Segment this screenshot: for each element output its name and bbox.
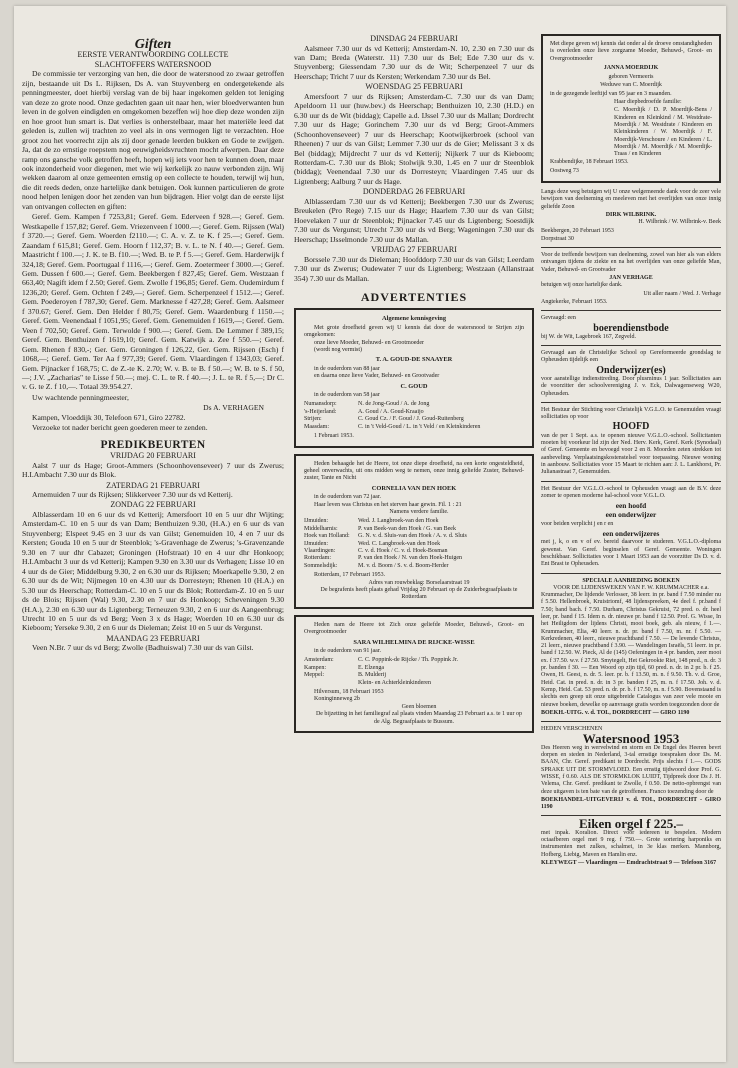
day-heading: VRIJDAG 27 FEBRUARI <box>371 245 457 255</box>
ad-text: HEDEN VERSCHENEN <box>541 726 603 733</box>
family-place: Sommelsdijk: <box>304 562 338 569</box>
newspaper-page <box>14 6 726 1062</box>
day-heading: MAANDAG 23 FEBRUARI <box>106 633 200 643</box>
family-list <box>304 401 524 431</box>
ad-text: Het Bestuur der V.G.L.O.-school te Opheusden vraagt aan de B.V. deze zomer te openen moderne hal-school voor V.G.L.O. <box>541 485 721 499</box>
day-heading: VRIJDAG 20 FEBRUARI <box>110 451 196 461</box>
predikbeurten-title: PREDIKBEURTEN <box>100 438 206 451</box>
family-place: Hoek van Holland: <box>304 533 350 540</box>
family-place: Numansdorp: <box>304 401 337 408</box>
notice-intro: Heden behaagde het de Heere, tot onze diepe droefheid, na een korte ongesteldheid, geheel onverwachts, uit ons midden weg te nemen, onze innig geliefde Zuster, Behuwd-zuster, Tante en Nicht <box>304 460 524 482</box>
family-names: C. C. Poppink-de Rijcke / Th. Poppink Jr. <box>358 657 459 664</box>
family-names: Klein- en Achterkleinkinderen <box>358 679 431 686</box>
notice-family: Haar diepbedroefde familie: <box>614 99 682 106</box>
notice-title: Algemene kennisgeving <box>381 315 447 323</box>
family-place: Strijen: <box>304 416 322 423</box>
ad-text: Het Bestuur der Stichting voor Christelijk V.G.L.O. te Genemuiden vraagt sollicitaties op voor <box>541 406 721 421</box>
day-text: Alblasserdam 7.30 uur ds vd Ketterij; Beekbergen 7.30 uur ds Zwerus; Breukelen (Pro Rege) 7.15 uur ds Hage; Haarlem 7.30 uur ds van Gilst; Hoevelaken 7 uur dr Steenblok; Pijnacker 7.45 uur ds Ligtenberg; Soestdijk 7.30 uur ds Vergunst; Utrecht 7.30 uur ds vd Berg; Wageningen 7.30 uur ds Heerschap; IJsselmonde 7.30 uur ds Mallan. <box>294 196 534 244</box>
ad-headline: Eiken orgel f 225.– <box>579 816 683 832</box>
day-heading: WOENSDAG 25 FEBRUARI <box>365 82 463 92</box>
death-notice-van-den-hoek <box>294 454 534 609</box>
notice-text: Haar leven was Christus en het sterven haar gewin. Fil. 1 : 21 <box>314 501 462 508</box>
ad-signature: H. Wilbrink / W. Wilbrink-v. Beek <box>638 219 721 226</box>
ad-footer: BOEKH.-UITG. v. d. TOL, DORDRECHT — GIRO 1190 <box>541 709 690 716</box>
family-names: C. Goud Cz. / F. Goud / J. Goud-Ruitenberg <box>358 416 464 423</box>
column-ads <box>541 34 721 871</box>
family-names: E. Elzenga <box>358 664 384 671</box>
family-place: IJmuiden: <box>304 540 328 547</box>
family-names: P. van den Hoek / N. van den Hoek-Huigen <box>358 555 462 562</box>
notice-burial: De bijzetting in het familiegraf zal plaats vinden Maandag 23 Februari a.s. te 1 uur op de Alg. Begraafplaats te Bussum. <box>315 711 523 725</box>
notice-date: 1 Februari 1953. <box>314 433 354 440</box>
notice-line: en daarna onze lieve Vader, Behuwd- en Grootvader <box>314 373 440 380</box>
ad-headline: HOOFD <box>612 421 650 433</box>
death-notice-moerdijk <box>541 34 721 183</box>
ad-name: JAN VERHAGE <box>609 275 653 282</box>
ad-text: met j, k, o en v of ev. bereid daarvoor te studeren. V.G.L.O.-diploma gewenst. Van Geref. beginselen of Geref. Gemeente. Woningen beschikbaar. Sollicitaties voor 1 Maart 1953 aan de voorzitter Ds D. v. d. Ent Brast te Opheusden. <box>541 539 721 568</box>
ad-date: Angtekerke, Februari 1953. <box>541 298 608 305</box>
ad-text: voor aanstellige indiensttreding. Door plusminus 1 jaar. Sollicitaties aan de voorzitter der schoolvereniging J. v. Eck, Dalwagenseweg W20, Opheusden. <box>541 375 721 397</box>
family-names: C. v. d. Hoek / C. v. d. Hoek-Bosman <box>358 547 448 554</box>
day-text: Aalsmeer 7.30 uur ds vd Ketterij; Amsterdam-N. 10, 2.30 en 7.30 uur ds van Dam; Breda (Waterstr. 11) 7.30 uur ds Bel; Ede 7.30 uur ds v. Stuyvenberg; Giessendam 7.30 uur ds de Wit; Scherpenzeel 7 uur ds Heerschap; Tricht 7 uur ds Kersten; Werkendam 7.30 uur ds Bel. <box>294 43 534 81</box>
column-giften <box>22 34 284 654</box>
family-names: B. Mulderij <box>358 672 386 679</box>
ad-subheadline: VOOR DE LIJDENSWEKEN VAN F. W. KRUMMACHER e.a. <box>553 584 709 591</box>
ad-text: bij W. de Wit, Lagebroek 167, Zegveld. <box>541 333 636 340</box>
family-place: IJmuiden: <box>304 518 328 525</box>
day-heading: DINSDAG 24 FEBRUARI <box>370 34 458 43</box>
family-place: Maasdam: <box>304 423 329 430</box>
day-text: Borssele 7.30 uur ds Dieleman; Hoofddorp 7.30 uur ds van Gilst; Leerdam 7.30 uur ds Zwerus; Oudewater 7 uur ds Ligtenberg; Westzaan (Allanstraat 354) 7.30 uur ds Mallan. <box>294 254 534 283</box>
ad-text: betuigen wij onze hartelijke dank. <box>541 282 623 289</box>
column-predikbeurten <box>294 34 534 739</box>
deceased-age: in de ouderdom van 58 jaar <box>314 392 380 399</box>
ad-text: voor beiden verplicht j en r en <box>541 520 614 527</box>
ad-headline: Onderwijzer(es) <box>596 364 666 376</box>
ad-onderwijzer <box>541 350 721 398</box>
family-place: 's-Heijerland: <box>304 408 337 415</box>
deceased-maiden: geboren Vermeeris <box>608 74 654 81</box>
ad-boeken <box>541 578 721 718</box>
day-text: Arnemuiden 7 uur ds Rijksen; Slikkerveer 7.30 uur ds vd Ketterij. <box>32 490 233 500</box>
family-place: Meppel: <box>304 672 324 679</box>
advertenties-title: ADVERTENTIES <box>360 289 468 304</box>
family-names: C. Moerdijk / D. P. Moerdijk-Bens / Kinderen en Kleinkind / M. Westdrate-Moerdijk / M. Westdrate / Kinderen en Kleinkinderen / W. Moerdijk / F. Moerdijk-Verschoure / en Kinderen / L. Moerdijk / M. Moerdijk / M. Moerdijk-Traas / en Kinderen <box>614 107 712 158</box>
ad-text: Krummacher, De lijdende Verlosser, 38 leerr. in pr. band f 7.50 minder nu f 5.50. Hellenbroek, Kruistriomf, 48 lijdenspreeken, 4e deel f. pr.band f 7.50; band bach. f 7.50. Durham, Christus Gekruist, 72 pred. o. dr. heel leer, pr. band f 15. Idem n. dr. nieuwe pr. band f 12.50. Prof. G. Wisse, In het Heiligdom der lijdens Christi, mooi boek, geb. als nieuw, f 1.—. Krummacher, Elia, 40 leerr. n. dr. pr. band f 7.50, m. nr. f 5.50. — Kerkredenen, 40 leerr., nieuwe prachtband f 7.50. — De levende Christus, 21 leerr., nieuwe prachtband f 3.90. — Wandelingen Israëls, 51 leerr. in pr. band f 12.50. W. Pieck, Al de (145) Oefeningen in 4 pr. banden, zeer mooi ex. f 37.50. w.v. f 27.50. Smytegelt, Het Gekrookte Riet, 148 pred., n. dr. 3 pr. banden f 30. — Een Woord op zijn tijd, 60 pred. n. dr. in 2 pr. b. f 25. Owen, H. Geest, n. dr. 5. leer. pr. b. f 13.50, m. n. f 9.50. Th. v. d. Groe, Heid. Cat. in pred. n. dr. in 3 pr. banden f 25, m. n. f 17.50. Joh. v. d. Kemp, Heid. Cat. 53 pred. n. dr. pr. b. f 17.50, m. n. f 5.90. Bovenstaand is slechts een greep uit onze uitgebreide Catalogus van zeer vele mooie en nieuwe boeken, dewelke op aanvraage gratis worden toegezonden door de <box>541 592 721 708</box>
day-text: Aalst 7 uur ds Hage; Groot-Ammers (Schoonhovenseveer) 7 uur ds Zwerus; H.I.Ambacht 7.30 uur ds Blok. <box>22 460 284 480</box>
day-heading: DONDERDAG 26 FEBRUARI <box>362 187 466 197</box>
ad-text: Gevraagd aan de Christelijke School op Gereformeerde grondslag te Opheusden tijdelijk een <box>541 350 721 364</box>
divider <box>541 247 721 248</box>
ad-vglo <box>541 486 721 569</box>
family-place: Amsterdam: <box>304 657 334 664</box>
day-heading: ZATERDAG 21 FEBRUARI <box>106 480 200 490</box>
family-names: P. van Beek-van den Hoek / G. van Beek <box>358 525 456 532</box>
ad-watersnood <box>541 726 721 811</box>
notice-line: onze lieve Moeder, Behuwd- en Grootmoeder <box>314 339 425 346</box>
notice-family: Namens verdere familie. <box>389 508 449 515</box>
giften-closing: Uw wachtende penningmeester, <box>32 392 129 402</box>
family-names: N. de Jong-Goud / A. de Jong <box>358 401 430 408</box>
ad-date: Beekbergen, 20 Februari 1953 <box>541 227 614 234</box>
notice-date: Hilversum, 18 Februari 1953 <box>314 689 384 696</box>
day-text: Amersfoort 7 uur ds Rijksen; Amsterdam-C. 7.30 uur ds van Dam; Apeldoorn 11 uur (huw.bev.) ds Heerschap; Benthuizen 10, 2.30 (H.D.) en 6.30 uur ds de Wit (biddag); Capelle a.d. IJssel 7.30 uur ds Mallan; Dordrecht 7.30 uur ds Hage; Gorinchem 7.30 uur ds vd Berg; Groot-Ammers (Schoonhovenseveer) 7 uur ds Heerschap; Kootwijkerbroek (school van Rheenen) 7 uur ds van Gilst; Lemmer 7.30 uur ds de Gier; Melissant 3 x ds Bel (biddag); Mijdrecht 7 uur ds vd Ketterij; Nijkerk 7 uur ds Kieboom; Rotterdam-C. 7.30 uur ds Blok; Stolwijk 9.30, 1.45 en 7 uur dr Steenblok (biddag); Veenendaal 7.30 uur ds Dorresteyn; Vlaardingen 7.45 uur ds Ligtenberg; Aalburg 7 uur ds Hage. <box>294 91 534 186</box>
ad-orgel <box>541 816 721 867</box>
ad-footer: KLEYWEGT — Vlaardingen — Emdrachtstraat 9 — Telefoon 3167 <box>541 859 717 866</box>
divider <box>541 573 721 574</box>
divider <box>541 310 721 311</box>
family-names: G. N. v. d. Sluis-van den Hoek / A. v. d. Sluis <box>358 533 467 540</box>
notice-intro: Heden nam de Heere tot Zich onze geliefde Moeder, Behuwd-, Groot- en Overgrootmoeder <box>304 621 524 636</box>
ad-headline: boerendienstbode <box>593 322 669 334</box>
family-place: Vlaardingen: <box>304 547 336 554</box>
notice-date: Rotterdam, 17 Februari 1953. <box>314 572 386 579</box>
notice-intro: Met diepe geven wij kennis dat onder al de droeve omstandigheden is overleden onze lieve zorgzame Moeder, Behuwd-, Groot- en Overgrootmoeder <box>550 41 712 62</box>
family-names: C. in 't Veld-Goud / L. in 't Veld / en Kleinkinderen <box>358 423 481 430</box>
deceased-name: T. A. GOUD-DE SNAAYER <box>375 356 453 364</box>
deceased-age: in de ouderdom van 91 jaar. <box>314 648 381 655</box>
family-list <box>304 657 524 687</box>
divider <box>541 721 721 722</box>
ad-headline: Watersnood 1953 <box>582 731 680 747</box>
death-notice-de-rijcke <box>294 615 534 733</box>
giften-signature: Ds A. VERHAGEN <box>203 403 264 413</box>
notice-line: (wordt nog vermist) <box>314 347 362 354</box>
family-place: Middelharnis: <box>304 525 338 532</box>
ad-text: Voor de treffende bewijzen van deelneming, zowel van hier als van elders ontvangen tijdens de ziekte en na het overlijden van onze geliefde Man, Vader, Behuwd- en Grootvader <box>541 252 721 273</box>
notice-address: Adres van rouwbeklag: Borselaarstraat 19 <box>368 579 470 586</box>
collecte-heading: EERSTE VERANTWOORDING COLLECTE <box>77 50 229 60</box>
ad-headline: een onderwijzer <box>605 510 657 520</box>
giften-title: Giften <box>134 37 172 52</box>
divider <box>541 402 721 403</box>
notice-intro: Met grote droefheid geven wij U kennis dat door de watersnood te Strijen zijn omgekomen: <box>304 324 524 339</box>
deceased-age: in de ouderdom van 72 jaar. <box>314 494 381 501</box>
giften-list: Geref. Gem. Kampen f 7253,81; Geref. Gem. Ederveen f 928.—; Geref. Gem. Westkapelle f 157,82; Geref. Gem. Vriezenveen f 1000.—; Geref. Gem. Rijssen (Wal) f 3720.—; Geref. Gem. Woerden f2110.—; C. A. v. Z. te K. f 25.—; Geref. Gem. Zaandam f 615,81; Geref. Gem. Hoorn f 112,37; B. v. L. te N. f 40.—; Geref. Gem. Maastricht f 100.—; J. K. te B. f10.—; Wed. B. te P. f 5.—; Geref. Gem. Harderwijk f 324,18; Geref. Gem. Poortugaal f 1116,—; Geref. Gem. Zoetermeer f 3000.—; Geref. Gem. Dussen f 600.—; Geref. Gem. Beekbergen f 827,45; Geref. Gem. Westzaan f 663,40; Nagift idem f 2.50; Geref. Gem. Zwolle f 196,85; Geref. Gem. Oudemirdum f 1236,20; Geref. Gem. Ochten f 249,—; Geref. Gem. Scherpenzeel f 1512.—; Geref. Gem. Poederoyen f 787,30; Geref. Gem. Marknesse f 427,28; Geref. Gem. Aalsmeer f 370.67; Geref. Gem. Den Helder f 80,75; Geref. Gem. Waardenburg f 1150.—; Geref. Gem. Veenendaal f 1051,95; Geref. Gem. Genemuiden f 1619,—; Geref. Gem. Veen f 702,50; Geref. Gem. Terwolde f 900.—; Geref. Gem. De Lemmer f 389,15; Geref. Gem. Benthuizen f 1619,10; Geref. Gem. Katwijk a. Zee f 550.—; Geref. Gem. Rhenen f 830,-; Ger. Gem. Groningen f 126,22, Ger. Gem. Rijssen (Esch) f 1068,—; Geref. Gem. Ter Aa f 977,39; Geref. Gem. Vlaardingen f 1343,03; Geref. Gem. Pijnacker f 168,75; C. de Z.-te K. 2.70; W. v. B. te B. f 50.—; W. B. te S. f 50,—; J.V. „Zacharias" te Lisse f 50.—; mej. C. L. te R. f 40.—; J. L. te R. f 5,—; Dr C. v. G. te Z. f 10,—. Totaal 39.954.27. <box>22 212 284 392</box>
thanks-wilbrink <box>541 189 721 243</box>
ad-text: met inpak. Koralion. Direct voor iedereen te bespelen. Modern octaafberen orgel met 9 reg. f 750.—. Grote sortering harponiks en instrumenten met zulkes, schalmei, in 3e klas merken. Mannborg, Hofberg, Liebig, Maven en Hamlin enz. <box>541 829 721 858</box>
deceased-age: in de ouderdom van 88 jaar <box>314 365 380 372</box>
divider <box>541 481 721 482</box>
ad-address: Dorpstraat 30 <box>541 235 574 242</box>
family-names: Wed. J. Langbroek-van den Hoek <box>358 518 439 525</box>
ad-headline: een hoofd <box>615 501 647 511</box>
family-names: M. v. d. Boom / S. v. d. Boom-Herder <box>358 562 449 569</box>
notice-burial: De begrafenis heeft plaats gehad Vrijdag 20 Februari op de Zuiderbegraafplaats te Rotterdam <box>320 587 518 601</box>
day-heading: ZONDAG 22 FEBRUARI <box>110 500 196 510</box>
notice-address: Oostweg 73 <box>550 167 579 174</box>
giften-note: Verzoeke tot nader bericht geen goederen meer te zenden. <box>32 423 208 433</box>
notice-date: Krabbendijke, 18 Februari 1953. <box>550 159 629 166</box>
ad-name: DIRK WILBRINK. <box>605 211 657 218</box>
ad-dienstbode <box>541 315 721 341</box>
giften-intro: De commissie ter verzorging van hen, die door de watersnood zo zwaar getroffen zijn, bestaande uit Ds L. Rijksen, Ds A. van Stuyvenberg en ondergetekende als penningmeester, doet hierbij verslag van de bij haar ingekomen gelden tot leniging van deze zo grote nood. Onze gedachten gaan uit naar hen, wier bloedverwanten hun leven in de golven eindigden en omgekomen bezeffen wij hoe diep deze wonden zijn en hoe groot hun smart is. Dat verlies is onherstelbaar, maar het materiële leed dat geleden is, zullen wij trachten zo veel als in ons vermogen ligt te verzachten. Hoe groot zou het voorrecht zijn als zij door genade leerden bukken en Gode te zwijgen. Ja, dat de zo ernstige roepstem nog eeuwigheidsvruchten mocht afwerpen. Daar deze ramp ons gansche volk getroffen heeft, hopen wij iets voor hen te kunnen doen, maar ook inzonderheid voor diegenen, met wie wij kerkelijk zo nauw verbonden zijn. Wij wekken daarom al onze gemeenten ernstig op een collecte te houden, terwijl wij hun, die dit reeds deden, onze hartelijke dank betuigen. Ook kunnen particulieren de grote nood helpen lenigen door het zenden van hun bijdragen. Hier volgt dan de eerste lijst van ontvangen collecten en giften: <box>22 69 284 211</box>
ad-signature: Uit aller naam / Wed. J. Verhage <box>643 290 721 297</box>
ad-footer: BOEKHANDEL-UITGEVERIJ v. d. TOL, DORDRECHT - GIRO 1190 <box>541 796 721 811</box>
divider <box>541 345 721 346</box>
ad-text: Gevraagd: een <box>541 315 576 322</box>
deceased-widow: Weduwe van C. Moerdijk <box>600 82 662 89</box>
family-names: Wed. C. Langbroek-van den Hoek <box>358 540 441 547</box>
death-notice-goud <box>294 308 534 447</box>
deceased-name: JANNA MOERDIJK <box>603 64 659 71</box>
family-place: Kampen: <box>304 664 326 671</box>
notice-flowers: Geen bloemen <box>401 703 437 710</box>
ad-text: van de per 1 Sept. a.s. te openen nieuwe V.G.L.O.-school. Sollicitanten moeten bij voorkeur lid zijn der Ned. Herv. Kerk, Geref. Kerk (Synodaal) of Geref. Gemeente en bevoegd voor 2 en 8. Moorden zeten strekken tot aanbeveling. Verplaatsingskostenstelsel voor toepassing. Nieuwe woning in aanbouw. Sollicitaties voor 15 Maart te richten aan: J. L. Lankhorst, Pr. Julianastraat 7, Genemuiden. <box>541 432 721 476</box>
day-text: Veen N.Br. 7 uur ds vd Berg; Zwolle (Badhuiswal) 7.30 uur ds van Gilst. <box>32 643 254 653</box>
thanks-verhage <box>541 252 721 306</box>
collecte-subheading: SLACHTOFFERS WATERSNOOD <box>94 59 212 69</box>
ad-headline: een onderwijzeres <box>602 529 660 539</box>
ad-text: Des Heeren weg in wervelwind en storm en De Engel des Heeren bevrt dorpen en steden in Nederland, 3-tal ernstige toespraken door Ds. M. BAAN, Chr. Geref. predikant te Dordrecht. Prijs slechts f 1.—. GODS SPRAKE UIT DE STORMVLOED. Een ernstig tijdwoord door Prof. G. WISSE, f 0.60. ALS DE STORMKLOK LUIDT, Tijdpreek door Ds J. H. Velema, Chr. Geref. predikant te Zwolle, f 0.50. De netto-opbrengst van deze uitgaven is ten bate van de getroffenen. Franco toezending door de <box>541 744 721 795</box>
deceased-age: in de gezegende leeftijd van 95 jaar en 3 maanden. <box>550 90 672 97</box>
giften-address: Kampen, Vloeddijk 30, Telefoon 671, Giro 22782. <box>32 412 186 422</box>
deceased-name: SARA WILHELMINA DE RIJCKE-WISSE <box>353 638 475 646</box>
notice-address: Koninginneweg 2b <box>314 696 360 703</box>
family-place: Rotterdam: <box>304 555 331 562</box>
ad-text: Langs deze weg betuigen wij U onze welgemeende dank voor de zeer vele bewijzen van deelneming en meeleven met het overlijden van onze innig geliefde Zoon <box>541 189 721 210</box>
ad-headline: SPECIALE AANBIEDING BOEKEN <box>582 577 680 584</box>
family-list <box>304 518 524 570</box>
ad-hoofd <box>541 407 721 477</box>
family-names: A. Goud / A. Goud-Kraaijo <box>358 408 424 415</box>
day-text: Alblasserdam 10 en 6 uur ds vd Ketterij; Amersfoort 10 en 5 uur dhr Wijting; Amsterdam-C. 10 en 5 uur ds van Dam; Benthuizen 9.30, (H.A.) en 6 uur ds van Stuyvenberg; Elspeet 9.45 en 3 uur ds van Gilst; Genemuiden 10, 4 en 7 uur ds Kersten; Gouda 10 en 5 uur dr Steenblok; 's-Gravenhage de Zwerus; 's-Gravenzande 9.30 en 7 uur dhr Cabazet; Groningen (Hofstraat) 10 en 4 uur dhr Honkoop; H.I.Ambacht 3 uur ds vd Ketterij; Kampen 9.30 en 3.30 uur ds Verhagen; Lisse 10 en 4 uur ds de Gier; Middelburg 9.30, 2 en 6.30 uur ds Rijksen; Moerkapelle 9.30, 2 en 6.30 uur ds de Wit; Nijmegen 10 en 4.30 uur ds Dorresteyn; Rhenen 10 (H.A.) en 5.30 uur ds Heerschap; Rotterdam-C. 10 en 5 uur ds Blok; Rotterdam-Z. 10 en 5 uur ds de Blois; Rijssen (Wal) 9.30, 2.30 en 7 uur ds Honkoop; Scheveningen 9.30 (H.A.), 2.30 en 6.30 uur ds Ligtenberg; Terneuzen 9.30, 2 en 6 uur ds Aangeenbrug; Utrecht 10 en 5 uur ds vd Berg; Veen 3 x ds Hage; Woerden 10 en 6.30 uur ds Kieboom; Yerseke 9.30, 2 en 6 uur ds Dieleman; Zeist 10 en 5 uur ds Vergunst. <box>22 509 284 633</box>
deceased-name: CORNELIA VAN DEN HOEK <box>371 484 457 492</box>
deceased-name: C. GOUD <box>400 382 428 390</box>
